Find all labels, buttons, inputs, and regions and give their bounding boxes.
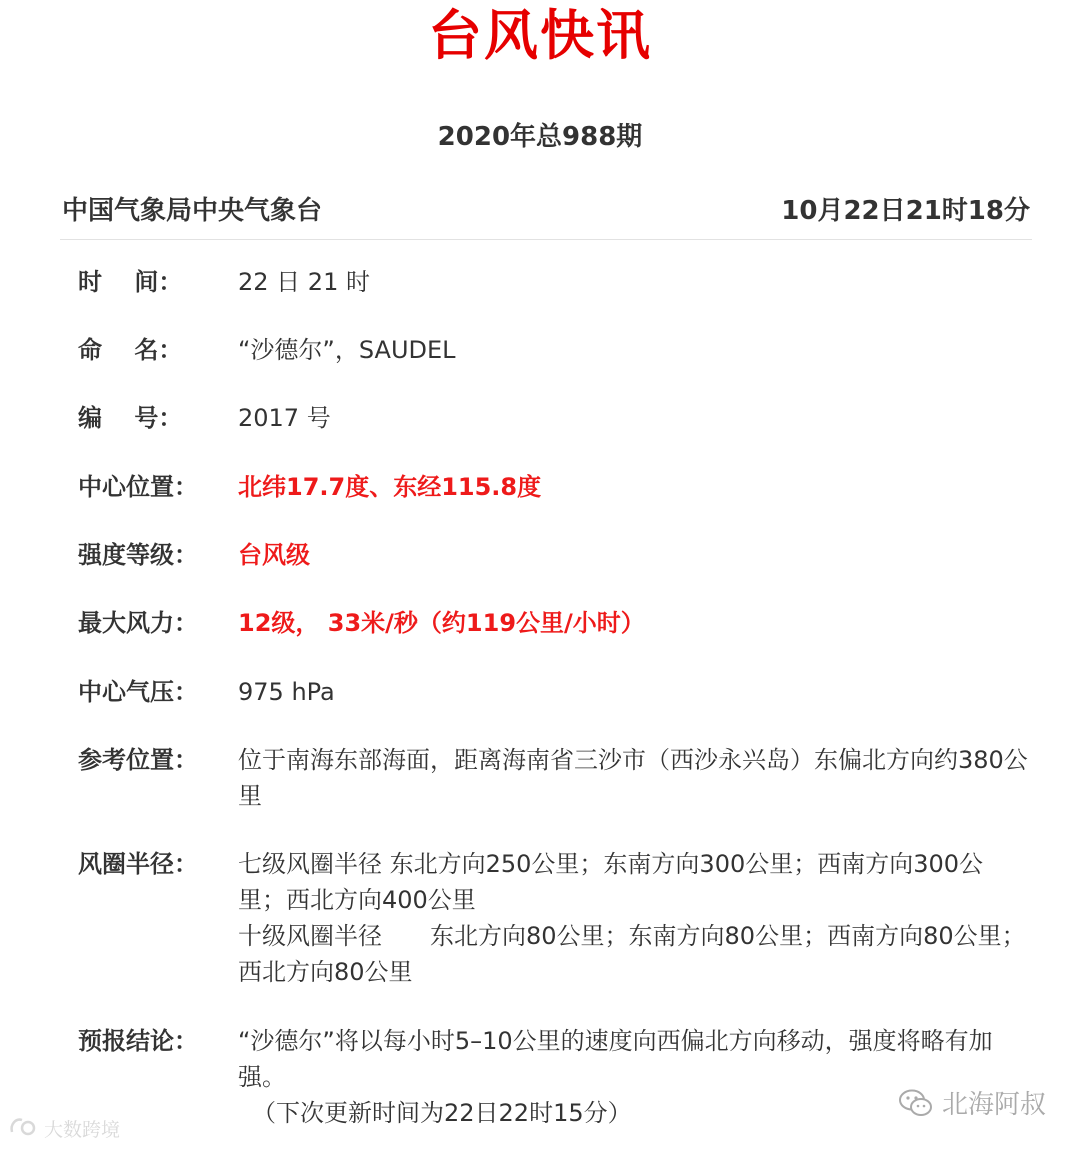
watermark-right (898, 1084, 1046, 1121)
field-value: 975 hPa (238, 678, 335, 706)
field-label: 最大风力： (78, 609, 198, 637)
issue-number: 2020年总988期 (437, 122, 643, 152)
field-label: 中心位置： (78, 473, 198, 501)
watermark-right-text: 北海阿叔 (941, 1090, 1046, 1120)
field-value: 12级， 33米/秒（约119公里/小时） (238, 609, 645, 637)
next-update-text: （下次更新时间为22日22时15分） (252, 1099, 632, 1127)
field-value (238, 846, 1028, 990)
source-agency: 中国气象局中央气象台 (62, 196, 323, 226)
radius-level7: 七级风圈半径 东北方向250公里；东南方向300公里；西南方向300公里；西北方向400公里 (238, 850, 984, 914)
bulletin-header (62, 190, 1030, 227)
field-label: 强度等级： (78, 541, 198, 569)
field-label: 编 号： (78, 404, 183, 432)
publish-time: 10月22日21时18分 (781, 196, 1030, 226)
forecast-text: “沙德尔”将以每小时5–10公里的速度向西偏北方向移动，强度将略有加强。 (238, 1027, 993, 1091)
watermark-left-text: 大数跨境 (44, 1119, 121, 1141)
header-divider (60, 239, 1032, 240)
field-label: 参考位置： (78, 746, 198, 774)
brand-logo-icon (8, 1114, 38, 1143)
field-label: 中心气压： (78, 678, 198, 706)
field-label: 时 间： (78, 268, 183, 296)
field-value: 台风级 (238, 541, 310, 569)
field-value: “沙德尔”，SAUDEL (238, 336, 456, 364)
field-label: 风圈半径： (78, 850, 198, 878)
watermark-left (8, 1114, 120, 1143)
radius-level10: 十级风圈半径 东北方向80公里；东南方向80公里；西南方向80公里；西北方向80公里 (238, 922, 1026, 986)
field-value: 22 日 21 时 (238, 268, 370, 296)
page-title: 台风快讯 (428, 4, 652, 67)
field-value: 位于南海东部海面，距离海南省三沙市（西沙永兴岛）东偏北方向约380公里 (238, 746, 1028, 810)
field-label: 预报结论： (78, 1027, 198, 1055)
wechat-icon (898, 1088, 934, 1118)
field-label: 命 名： (78, 336, 183, 364)
field-value: 北纬17.7度、东经115.8度 (238, 473, 542, 501)
field-value: 2017 号 (238, 404, 331, 432)
